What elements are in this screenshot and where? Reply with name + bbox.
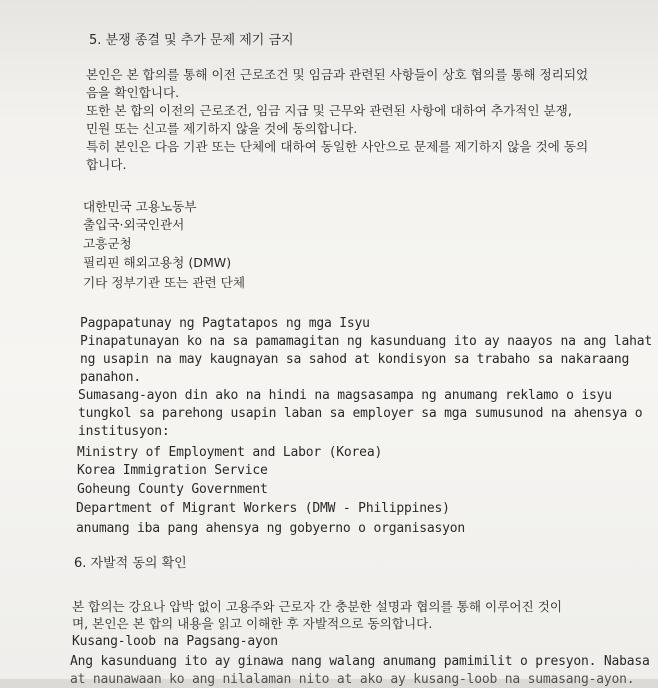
tl-paragraph-line: Ang kasunduang ito ay ginawa nang walang anumang pamimilit o presyon. Nabasa xyxy=(70,654,650,669)
ko-agency-item: 대한민국 고용노동부 xyxy=(83,199,197,214)
tl-paragraph-line: panahon. xyxy=(80,370,142,385)
ko-agency-item: 고흥군청 xyxy=(83,236,132,251)
tl-paragraph-line: ng usapin na may kaugnayan sa sahod at kondisyon sa trabaho sa nakaraang xyxy=(80,352,630,367)
tl-paragraph-line: tungkol sa parehong usapin laban sa employer sa mga sumusunod na ahensya o xyxy=(78,406,643,421)
ko-paragraph-line: 본 합의는 강요나 압박 없이 고용주와 근로자 간 충분한 설명과 협의를 통해 이루어진 것이 xyxy=(72,599,563,614)
en-agency-item: Ministry of Employment and Labor (Korea) xyxy=(77,445,383,460)
ko-paragraph-line: 며, 본인은 본 합의 내용을 읽고 이해한 후 자발적으로 동의합니다. xyxy=(72,616,433,631)
section-6-heading: 6. 자발적 동의 확인 xyxy=(74,556,187,571)
ko-agency-item: 출입국·외국인관서 xyxy=(83,217,185,232)
ko-paragraph-line: 합니다. xyxy=(86,157,127,172)
ko-agency-item: 기타 정부기관 또는 관련 단체 xyxy=(83,275,245,290)
tl-paragraph-line: institusyon: xyxy=(78,424,170,439)
ko-paragraph-line: 특히 본인은 다음 기관 또는 단체에 대하여 동일한 사안으로 문제를 제기하지 않을 것에 동의 xyxy=(86,139,589,154)
tl-paragraph-line: at naunawaan ko ang nilalaman nito at ako ay kusang-loob na sumasang-ayon. xyxy=(70,672,635,687)
tl-section-title: Kusang-loob na Pagsang-ayon xyxy=(72,634,278,649)
ko-paragraph-line: 본인은 본 합의를 통해 이전 근로조건 및 임금과 관련된 사항들이 상호 협의를 통해 정리되었 xyxy=(86,67,589,82)
section-5-heading: 5. 분쟁 종결 및 추가 문제 제기 금지 xyxy=(89,33,294,48)
tl-section-title: Pagpapatunay ng Pagtatapos ng mga Isyu xyxy=(80,316,370,331)
tl-paragraph-line: Sumasang-ayon din ako na hindi na magsasampa ng anumang reklamo o isyu xyxy=(78,388,612,403)
ko-paragraph-line: 음을 확인합니다. xyxy=(86,85,180,100)
ko-paragraph-line: 또한 본 합의 이전의 근로조건, 임금 지급 및 근무와 관련된 사항에 대하여 추가적인 분쟁, xyxy=(86,103,572,118)
en-agency-item: anumang iba pang ahensya ng gobyerno o organisasyon xyxy=(76,521,465,536)
ko-paragraph-line: 민원 또는 신고를 제기하지 않을 것에 동의합니다. xyxy=(86,121,358,136)
ko-agency-item: 필리핀 해외고용청 (DMW) xyxy=(83,255,232,270)
en-agency-item: Goheung County Government xyxy=(77,482,268,497)
en-agency-item: Korea Immigration Service xyxy=(77,463,268,478)
tl-paragraph-line: Pinapatunayan ko na sa pamamagitan ng kasunduang ito ay naayos na ang lahat xyxy=(80,334,652,349)
en-agency-item: Department of Migrant Workers (DMW - Philippines) xyxy=(76,501,450,516)
